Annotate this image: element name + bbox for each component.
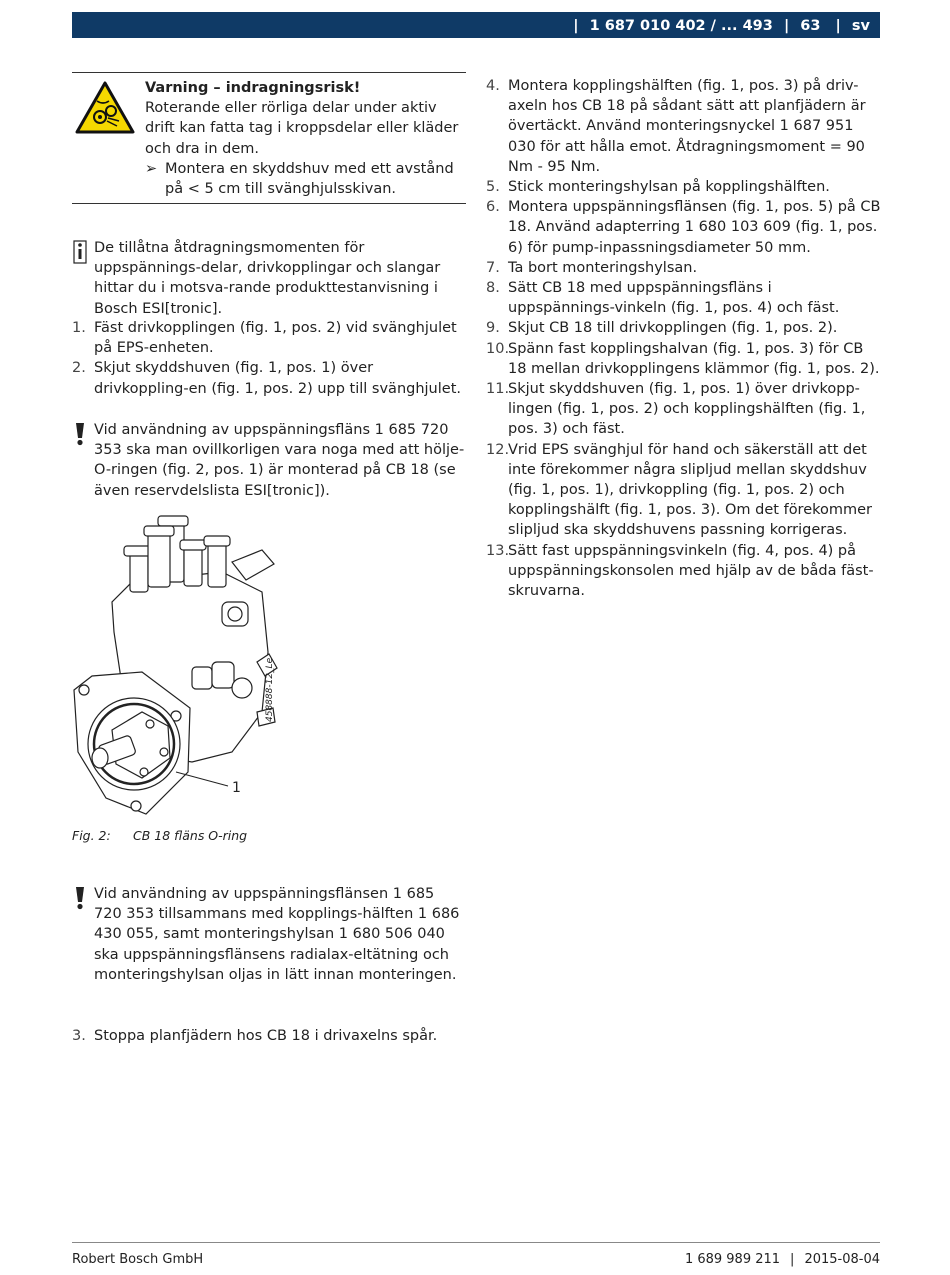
figure-callout-1: 1 xyxy=(232,780,241,796)
header-bar xyxy=(72,12,880,38)
entanglement-warning-icon xyxy=(75,81,135,135)
step-number: 9. xyxy=(486,320,500,337)
footer-info xyxy=(685,1250,880,1270)
info-note xyxy=(72,238,466,319)
step-text: Skjut skyddshuven (fig. 1, pos. 1) över drivkoppling-en (fig. 1, pos. 2) upp till svänghjulet. xyxy=(94,360,461,397)
cb18-pump-figure xyxy=(72,512,332,832)
footer-doc-id: 1 689 989 211 xyxy=(684,1252,781,1267)
list-item xyxy=(72,358,466,398)
warning-title: Varning – indragningsrisk! xyxy=(145,80,361,96)
step-number: 3. xyxy=(72,1028,86,1044)
list-item xyxy=(486,278,882,318)
caution-note-1-text: Vid användning av uppspänningsfläns 1 685 720 353 ska man ovillkorligen vara noga med att hölje-O-ringen (fig. 2, pos. 1) är monterad på CB 18 (se även reservdelslista ESI[tronic]). xyxy=(94,422,465,499)
step-text: Skjut skyddshuven (fig. 1, pos. 1) över drivkopp-lingen (fig. 1, pos. 2) och kopplingshälften (fig. 1, pos. 3) och fäst. xyxy=(508,381,866,438)
caution-note-2 xyxy=(72,884,466,985)
caution-note-2-text: Vid användning av uppspänningsflänsen 1 685 720 353 tillsammans med kopplings-hälften 1 686 430 055, samt monteringshylsan 1 680 506 040 ska uppspänningsflänsens radialax-eltätning och monteringshylsan oljas in lätt innan monteringen. xyxy=(94,886,460,983)
step-text: Montera uppspänningsflänsen (fig. 1, pos. 5) på CB 18. Använd adapterring 1 680 103 609 (fig. 1, pos. 6) för pump-inpassningsdiameter 50 mm. xyxy=(508,199,881,256)
step-text: Ta bort monteringshylsan. xyxy=(508,259,698,276)
warning-box xyxy=(72,72,466,204)
step-number: 4. xyxy=(486,78,500,94)
right-column xyxy=(486,76,882,601)
step-text: Sätt CB 18 med uppspänningsfläns i uppspännings-vinkeln (fig. 1, pos. 4) och fäst. xyxy=(508,280,840,317)
list-item xyxy=(486,440,882,541)
step-number: 10. xyxy=(486,340,510,357)
step-number: 5. xyxy=(486,179,500,196)
exclamation-icon xyxy=(72,886,88,910)
list-item xyxy=(486,76,882,177)
list-item xyxy=(486,379,882,440)
figure-caption-label: Fig. 2: xyxy=(72,828,111,843)
step-number: 6. xyxy=(486,199,500,216)
step-number: 13. xyxy=(486,542,510,559)
arrow-icon: ➢ xyxy=(145,160,158,177)
step-text: Vrid EPS svänghjul för hand och säkerställ att det inte förekommer några slipljud mellan skyddshuv (fig. 1, pos. 1), drivkoppling (fig. 1, pos. 2) och kopplingshälft (fig. 1, pos. 3). Om det förekommer slipljud ska skyddshuvens passning korrigeras. xyxy=(508,441,873,539)
step-number: 2. xyxy=(72,360,86,377)
warning-step-text: Montera en skyddshuv med ett avstånd på < 5 cm till svänghjulsskivan. xyxy=(165,160,454,198)
list-item xyxy=(486,541,882,602)
list-item xyxy=(72,1026,466,1046)
step-text: Sätt fast uppspänningsvinkeln (fig. 4, pos. 4) på uppspänningskonsolen med hjälp av de båda fäst-skruvarna. xyxy=(508,542,874,600)
step-text: Spänn fast kopplingshalvan (fig. 1, pos. 3) för CB 18 mellan drivkopplingens klämmor (fig. 1, pos. 2). xyxy=(508,340,880,377)
step-number: 8. xyxy=(486,280,500,297)
header-info: | 1 687 010 402 / ... 493 | 63 | sv xyxy=(573,18,870,34)
info-note-text: De tillåtna åtdragningsmomenten för uppspännings-delar, drivkopplingar och slangar hittar du i motsva-rande produkttestanvisning i Bosch ESI[tronic]. xyxy=(94,240,441,317)
warning-instruction xyxy=(145,159,466,199)
step-number: 11. xyxy=(486,381,510,398)
step-text: Fäst drivkopplingen (fig. 1, pos. 2) vid svänghjulet på EPS-enheten. xyxy=(94,320,457,357)
footer-company: Robert Bosch GmbH xyxy=(72,1252,204,1267)
footer-date: 2015-08-04 xyxy=(804,1252,880,1267)
caution-note-1 xyxy=(72,420,466,501)
figure-caption xyxy=(72,826,247,846)
step-text: Skjut CB 18 till drivkopplingen (fig. 1, pos. 2). xyxy=(508,320,838,337)
header-doc-number: 1 687 010 402 / ... 493 xyxy=(589,18,773,34)
figure-reference: 458888-12_Le xyxy=(265,657,275,722)
step-text: Stoppa planfjädern hos CB 18 i drivaxelns spår. xyxy=(94,1028,438,1044)
step-number: 1. xyxy=(72,320,86,336)
steps-list-right xyxy=(486,76,882,601)
list-item xyxy=(486,258,882,278)
list-item xyxy=(486,197,882,258)
left-column xyxy=(72,72,466,1044)
figure-caption-text: CB 18 fläns O-ring xyxy=(133,828,248,843)
header-page-number: 63 xyxy=(800,18,821,34)
info-icon xyxy=(72,240,88,264)
step-text: Stick monteringshylsan på kopplingshälften. xyxy=(508,179,830,196)
list-item xyxy=(486,339,882,379)
list-item xyxy=(486,318,882,338)
step-number: 12. xyxy=(486,441,510,458)
steps-list-b xyxy=(72,1026,466,1046)
exclamation-icon xyxy=(72,422,88,446)
list-item xyxy=(486,177,882,197)
list-item xyxy=(72,318,466,358)
steps-list-a xyxy=(72,318,466,399)
header-language: sv xyxy=(851,18,870,34)
footer-divider xyxy=(72,1242,880,1243)
warning-body: Roterande eller rörliga delar under aktiv drift kan fatta tag i kroppsdelar eller kläder och dra in dem. xyxy=(145,100,459,157)
step-number: 7. xyxy=(486,259,500,276)
step-text: Montera kopplingshälften (fig. 1, pos. 3) på driv-axeln hos CB 18 på sådant sätt att planfjädern är övertäckt. Använd monteringsnyckel 1 687 951 030 för att hålla emot. Åtdragningsmoment = 90 Nm - 95 Nm. xyxy=(508,78,866,175)
footer-separator: | xyxy=(790,1252,795,1267)
